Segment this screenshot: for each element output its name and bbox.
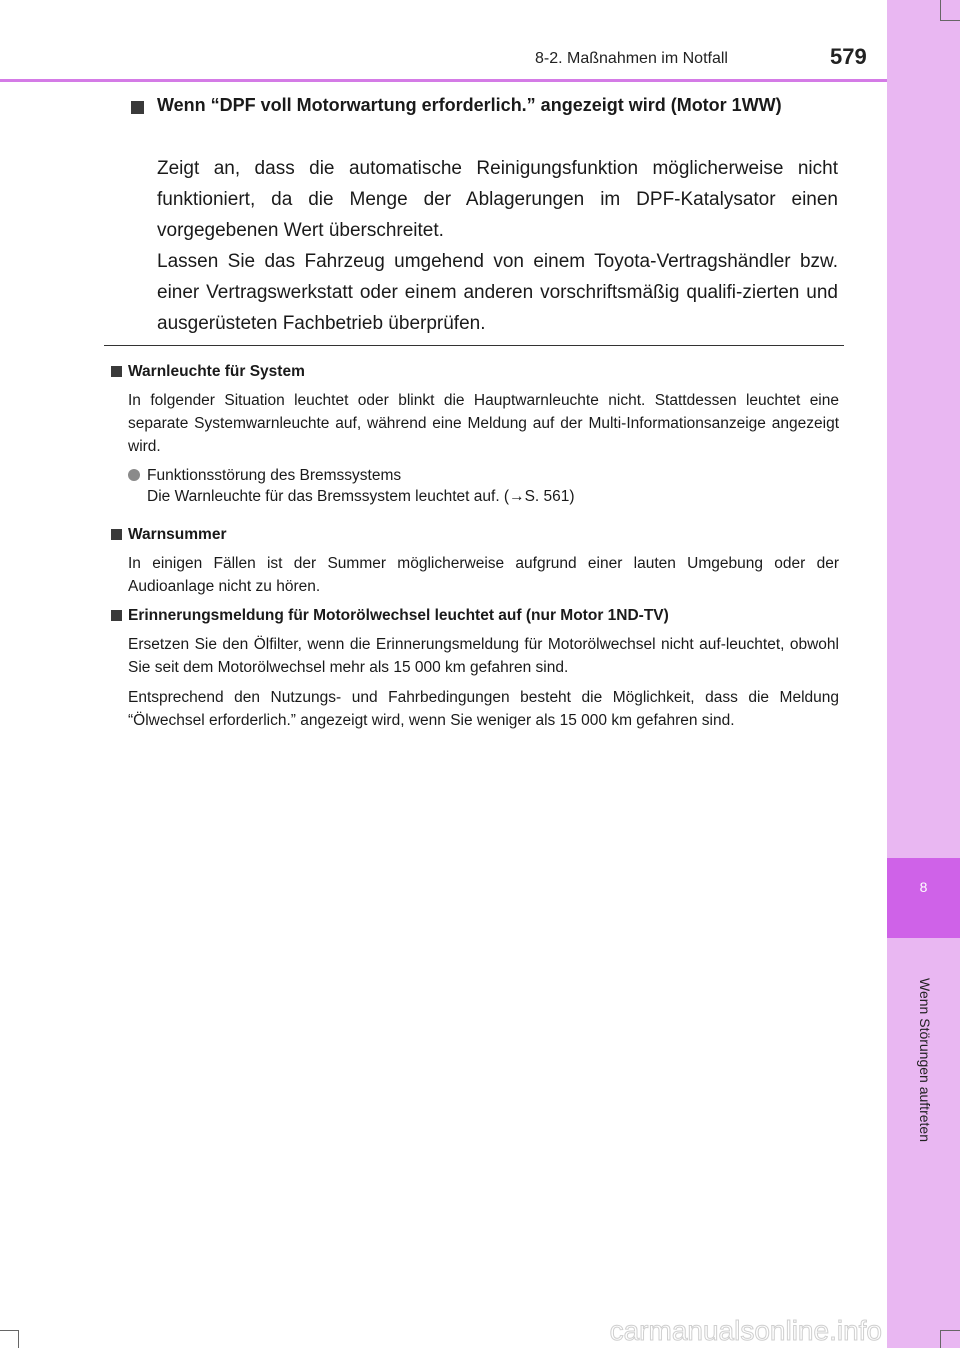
square-bullet-icon <box>111 529 122 540</box>
crop-mark <box>940 1330 960 1331</box>
chapter-title: Wenn Störungen auftreten <box>917 978 933 1142</box>
main-paragraph: Lassen Sie das Fahrzeug umgehend von einem Toyota-Vertragshändler bzw. einer Vertragswerkstatt oder einem anderen vorschriftsmäßig qualifi-zierten und ausgerüsteten Fachbetrieb überprüfen. <box>157 251 838 334</box>
note-warning-light <box>111 362 839 507</box>
crop-mark <box>940 1330 941 1348</box>
note-text: In folgender Situation leuchtet oder blinkt die Hauptwarnleuchte nicht. Stattdessen leuchtet eine separate Systemwarnleuchte auf, während eine Meldung auf der Multi-Informationsanzeige angezeigt wird. <box>128 392 839 455</box>
note-heading <box>111 606 839 626</box>
page-number: 579 <box>830 44 867 69</box>
section-title: 8-2. Maßnahmen im Notfall <box>535 50 728 67</box>
chapter-tab <box>887 858 960 938</box>
list-item-text: Die Warnleuchte für das Bremssystem leuchtet auf. (→S. 561) <box>147 488 575 505</box>
note-text: Entsprechend den Nutzungs- und Fahrbedingungen besteht die Möglichkeit, dass die Meldung “Ölwechsel erforderlich.” angezeigt wird, wenn Sie weniger als 15 000 km gefahren sind. <box>128 689 839 729</box>
main-heading: Wenn “DPF voll Motorwartung erforderlich.” angezeigt wird (Motor 1WW) <box>157 95 782 115</box>
note-heading <box>111 525 839 545</box>
note-text: Ersetzen Sie den Ölfilter, wenn die Erinnerungsmeldung für Motorölwechsel nicht auf-leuchtet, obwohl Sie seit dem Motorölwechsel mehr als 15 000 km gefahren sind. <box>128 636 839 676</box>
watermark <box>570 1310 885 1348</box>
main-paragraph: Zeigt an, dass die automatische Reinigungsfunktion möglicherweise nicht funktioniert, da die Menge der Ablagerungen im DPF-Katalysator einen vorgegebenen Wert überschreitet. <box>157 158 838 241</box>
square-bullet-icon <box>111 610 122 621</box>
circle-bullet-icon <box>128 469 140 481</box>
note-buzzer <box>111 525 839 598</box>
crop-mark <box>940 20 960 21</box>
crop-mark <box>940 0 941 20</box>
list-item <box>128 465 839 507</box>
square-bullet-icon <box>131 101 144 114</box>
list-item-title: Funktionsstörung des Bremssystems <box>147 467 402 484</box>
note-text: In einigen Fällen ist der Summer möglicherweise aufgrund einer lauten Umgebung oder der Audioanlage nicht zu hören. <box>128 555 839 595</box>
crop-mark <box>18 1330 19 1348</box>
square-bullet-icon <box>111 366 122 377</box>
note-heading-text: Warnsummer <box>128 526 227 543</box>
chapter-title-vertical <box>887 940 960 1200</box>
note-heading-text: Warnleuchte für System <box>128 363 305 380</box>
section-divider <box>104 345 844 346</box>
chapter-number: 8 <box>919 879 928 895</box>
note-oil-change <box>111 606 839 732</box>
note-heading <box>111 362 839 382</box>
crop-mark <box>0 1330 18 1331</box>
note-heading-text: Erinnerungsmeldung für Motorölwechsel leuchtet auf (nur Motor 1ND-TV) <box>128 607 669 624</box>
header-rule <box>0 79 887 82</box>
watermark-text: carmanualsonline.info <box>609 1315 882 1346</box>
main-body <box>157 153 838 339</box>
